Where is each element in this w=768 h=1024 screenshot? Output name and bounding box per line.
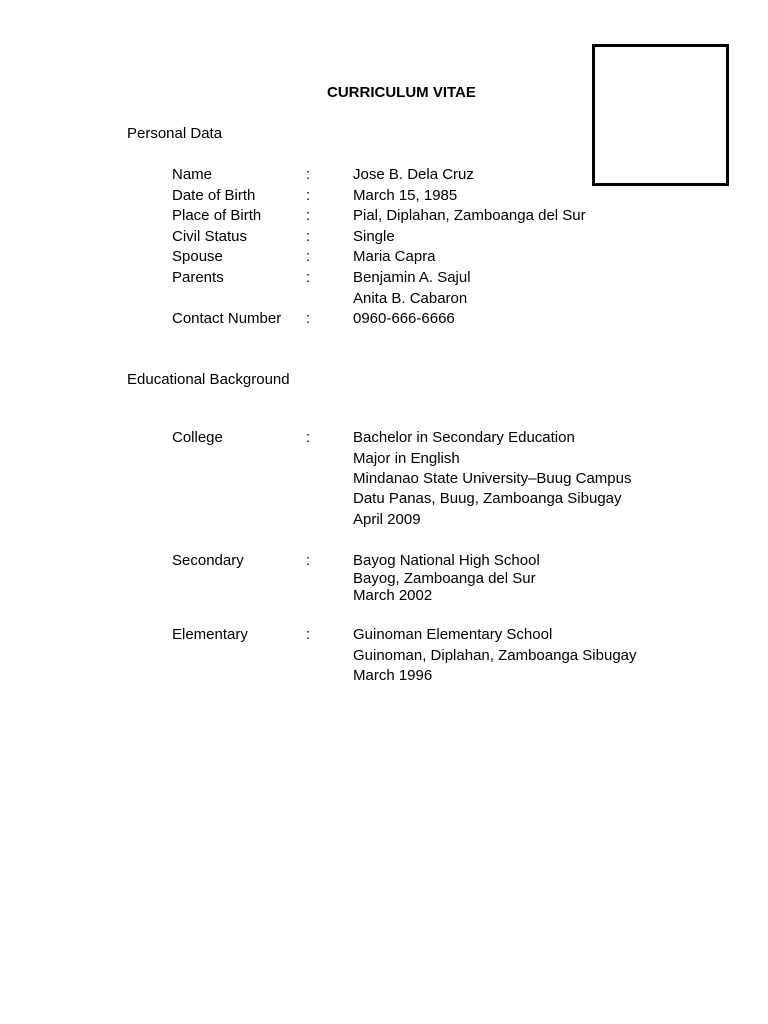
secondary-date: March 2002	[353, 587, 433, 604]
field-separator: :	[306, 310, 311, 327]
college-address: Datu Panas, Buug, Zamboanga Sibugay	[353, 490, 622, 507]
field-separator: :	[306, 207, 311, 224]
field-value-date-of-birth: March 15, 1985	[353, 187, 458, 204]
field-value-place-of-birth: Pial, Diplahan, Zamboanga del Sur	[353, 207, 586, 224]
field-value-name: Jose B. Dela Cruz	[353, 166, 474, 183]
field-value-parent-mother: Anita B. Cabaron	[353, 290, 468, 307]
education-label-secondary: Secondary	[172, 552, 244, 569]
elementary-school: Guinoman Elementary School	[353, 626, 553, 643]
document-title: CURRICULUM VITAE	[327, 84, 476, 101]
college-date: April 2009	[353, 511, 421, 528]
education-label-college: College	[172, 429, 223, 446]
field-label-place-of-birth: Place of Birth	[172, 207, 262, 224]
field-separator: :	[306, 187, 311, 204]
field-separator: :	[306, 552, 311, 569]
education-heading: Educational Background	[127, 371, 290, 388]
elementary-date: March 1996	[353, 667, 433, 684]
field-value-spouse: Maria Capra	[353, 248, 436, 265]
field-separator: :	[306, 269, 311, 286]
field-value-parent-father: Benjamin A. Sajul	[353, 269, 471, 286]
personal-data-heading: Personal Data	[127, 125, 223, 142]
field-label-parents: Parents	[172, 269, 224, 286]
education-label-elementary: Elementary	[172, 626, 248, 643]
field-separator: :	[306, 248, 311, 265]
field-value-contact-number: 0960-666-6666	[353, 310, 455, 327]
elementary-address: Guinoman, Diplahan, Zamboanga Sibugay	[353, 647, 637, 664]
field-value-civil-status: Single	[353, 228, 395, 245]
college-school: Mindanao State University–Buug Campus	[353, 470, 632, 487]
field-separator: :	[306, 228, 311, 245]
field-separator: :	[306, 626, 311, 643]
secondary-address: Bayog, Zamboanga del Sur	[353, 570, 536, 587]
field-label-civil-status: Civil Status	[172, 228, 248, 245]
photo-placeholder	[592, 44, 729, 186]
field-label-name: Name	[172, 166, 213, 183]
field-separator: :	[306, 166, 311, 183]
field-separator: :	[306, 429, 311, 446]
field-label-date-of-birth: Date of Birth	[172, 187, 256, 204]
secondary-school: Bayog National High School	[353, 552, 540, 569]
field-label-spouse: Spouse	[172, 248, 223, 265]
college-major: Major in English	[353, 450, 460, 467]
field-label-contact-number: Contact Number	[172, 310, 282, 327]
college-degree: Bachelor in Secondary Education	[353, 429, 575, 446]
